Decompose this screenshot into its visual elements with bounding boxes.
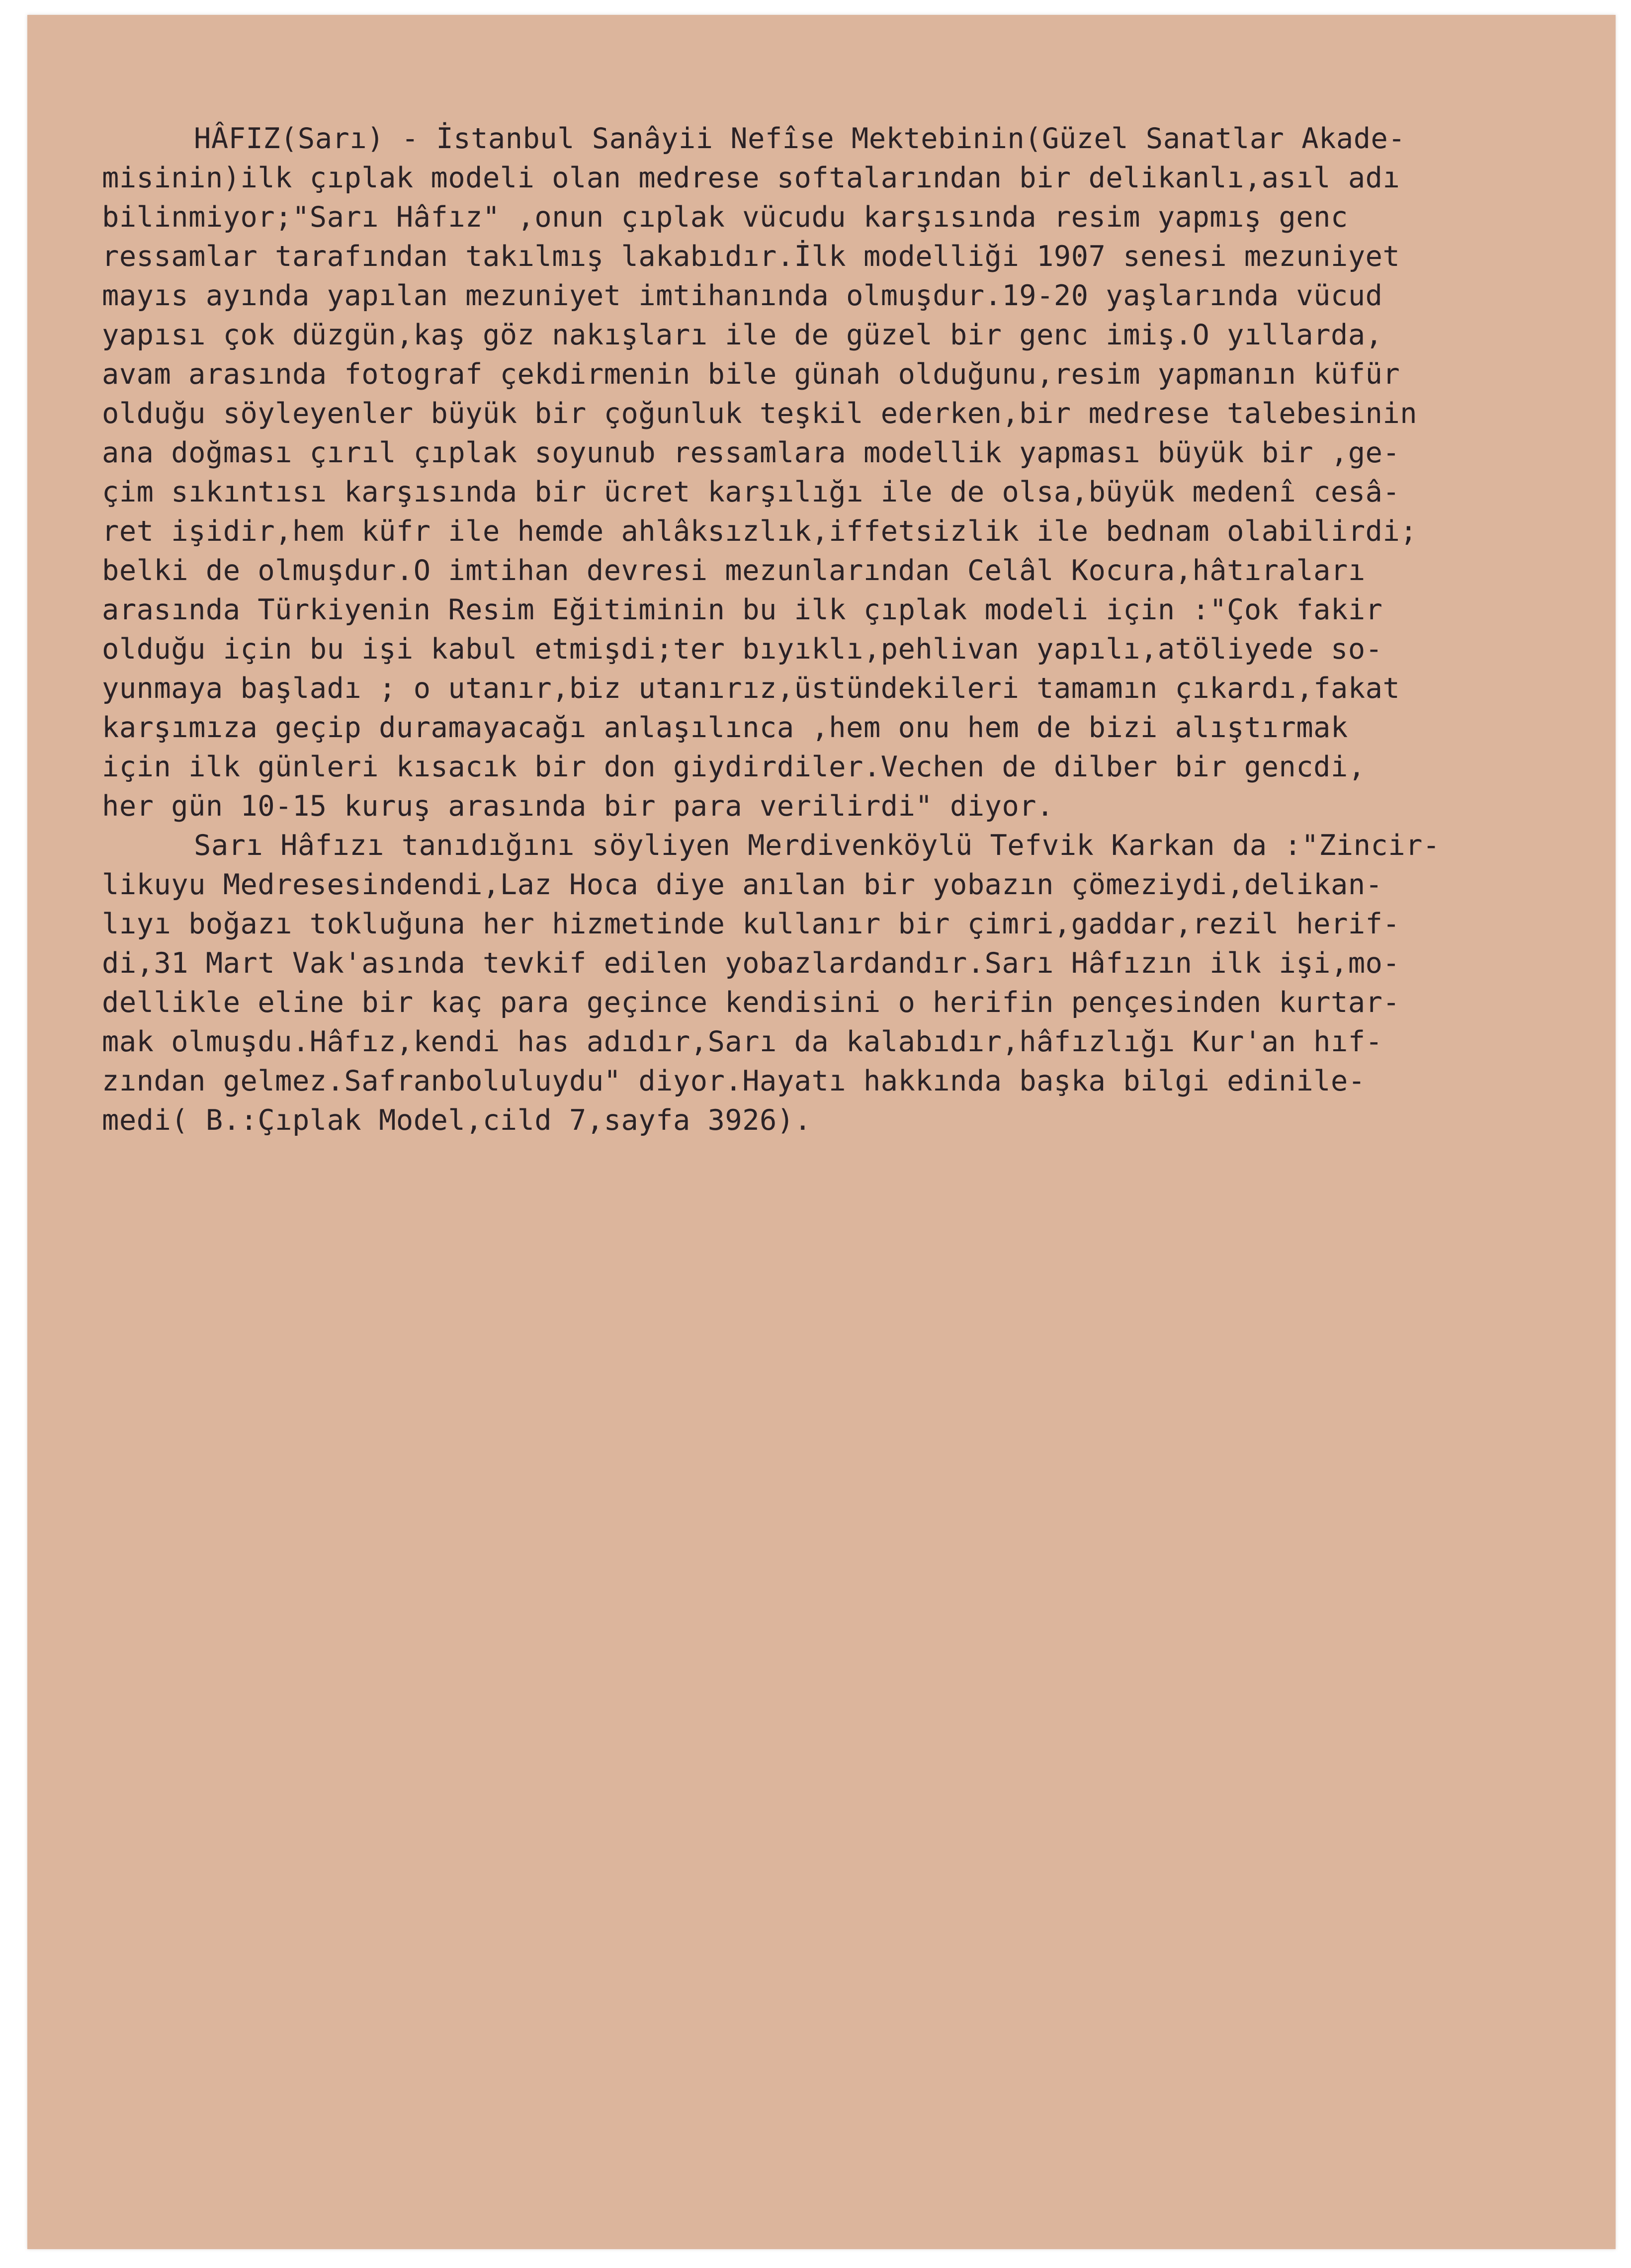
text-line: için ilk günleri kısacık bir don giydirdiler.Vechen de dilber bir gencdi, bbox=[102, 751, 1366, 783]
text-line: misinin)ilk çıplak modeli olan medrese softalarından bir delikanlı,asıl adı bbox=[102, 162, 1400, 194]
text-line: arasında Türkiyenin Resim Eğitiminin bu ilk çıplak modeli için :"Çok fakir bbox=[102, 593, 1383, 626]
text-line: olduğu için bu işi kabul etmişdi;ter bıyıklı,pehlivan yapılı,atöliyede so- bbox=[102, 633, 1383, 666]
text-line: her gün 10-15 kuruş arasında bir para verilirdi" diyor. bbox=[102, 790, 1054, 823]
text-line: yunmaya başladı ; o utanır,biz utanırız,üstündekileri tamamın çıkardı,fakat bbox=[102, 672, 1400, 705]
text-line: medi( B.:Çıplak Model,cild 7,sayfa 3926). bbox=[102, 1104, 812, 1137]
text-line: likuyu Medresesindendi,Laz Hoca diye anılan bir yobazın çömeziydi,delikan- bbox=[102, 868, 1383, 901]
text-line: zından gelmez.Safranboluluydu" diyor.Hayatı hakkında başka bilgi edinile- bbox=[102, 1065, 1366, 1097]
text-line: mayıs ayında yapılan mezuniyet imtihanında olmuşdur.19-20 yaşlarında vücud bbox=[102, 279, 1383, 312]
text-line: Sarı Hâfızı tanıdığını söyliyen Merdivenköylü Tefvik Karkan da :"Zincir- bbox=[194, 829, 1440, 862]
text-line: lıyı boğazı tokluğuna her hizmetinde kullanır bir çimri,gaddar,rezil herif- bbox=[102, 908, 1400, 940]
typewritten-page bbox=[27, 15, 1616, 2249]
text-line: ressamlar tarafından takılmış lakabıdır.İlk modelliği 1907 senesi mezuniyet bbox=[102, 240, 1400, 273]
text-line: olduğu söyleyenler büyük bir çoğunluk teşkil ederken,bir medrese talebesinin bbox=[102, 397, 1418, 430]
text-line: yapısı çok düzgün,kaş göz nakışları ile de güzel bir genc imiş.O yıllarda, bbox=[102, 319, 1383, 351]
text-line: çim sıkıntısı karşısında bir ücret karşılığı ile de olsa,büyük medenî cesâ- bbox=[102, 476, 1400, 508]
text-line: belki de olmuşdur.O imtihan devresi mezunlarından Celâl Kocura,hâtıraları bbox=[102, 554, 1366, 587]
text-line: karşımıza geçip duramayacağı anlaşılınca ,hem onu hem de bizi alıştırmak bbox=[102, 711, 1348, 744]
text-line: bilinmiyor;"Sarı Hâfız" ,onun çıplak vücudu karşısında resim yapmış genc bbox=[102, 201, 1348, 234]
text-line: ret işidir,hem küfr ile hemde ahlâksızlık,iffetsizlik ile bednam olabilirdi; bbox=[102, 515, 1418, 548]
typewritten-text bbox=[102, 119, 1596, 1140]
text-line: ana doğması çırıl çıplak soyunub ressamlara modellik yapması büyük bir ,ge- bbox=[102, 436, 1400, 469]
text-line: avam arasında fotograf çekdirmenin bile günah olduğunu,resim yapmanın küfür bbox=[102, 358, 1400, 391]
text-line: HÂFIZ(Sarı) - İstanbul Sanâyii Nefîse Mektebinin(Güzel Sanatlar Akade- bbox=[194, 122, 1406, 155]
text-line: dellikle eline bir kaç para geçince kendisini o herifin pençesinden kurtar- bbox=[102, 986, 1400, 1019]
text-line: di,31 Mart Vak'asında tevkif edilen yobazlardandır.Sarı Hâfızın ilk işi,mo- bbox=[102, 947, 1400, 980]
text-line: mak olmuşdu.Hâfız,kendi has adıdır,Sarı da kalabıdır,hâfızlığı Kur'an hıf- bbox=[102, 1025, 1383, 1058]
